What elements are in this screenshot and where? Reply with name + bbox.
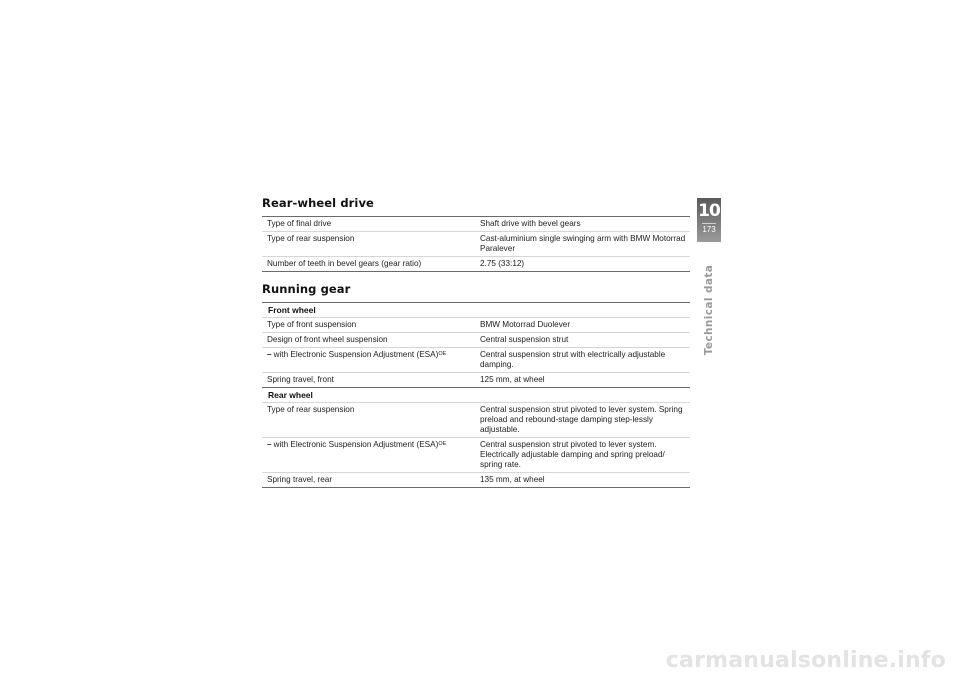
row-value: Central suspension strut pivoted to lever system. Spring preload and rebound-stage damping step-lessly adjustable. (480, 405, 683, 434)
row-label: Number of teeth in bevel gears (gear ratio) (267, 259, 422, 268)
table-row (262, 473, 690, 487)
rear-wheel-drive-table (262, 216, 690, 272)
table-row (262, 232, 690, 257)
row-value: BMW Motorrad Duolever (480, 320, 571, 329)
row-label (262, 350, 474, 370)
row-label: Spring travel, front (267, 375, 334, 384)
row-value: Central suspension strut pivoted to lever system. Electrically adjustable damping and spring preload/ spring rate. (480, 440, 665, 469)
row-label (262, 440, 474, 470)
page-number: 173 (702, 225, 716, 234)
oe-superscript: OE (438, 441, 447, 447)
row-value: 125 mm, at wheel (480, 375, 545, 384)
row-label: Design of front wheel suspension (267, 335, 388, 344)
row-value: Central suspension strut with electrically adjustable damping. (480, 350, 666, 369)
row-label: Type of rear suspension (267, 234, 355, 243)
table-row (262, 257, 690, 271)
row-value: Central suspension strut (480, 335, 569, 344)
table-row (262, 438, 690, 473)
row-value: 2.75 (33:12) (480, 259, 525, 268)
table-row (262, 373, 690, 388)
row-value: Cast-aluminium single swinging arm with BMW Motorrad Paralever (480, 234, 686, 253)
row-label: Type of rear suspension (267, 405, 355, 414)
watermark: carmanualsonline.info (665, 648, 946, 673)
row-label: Spring travel, rear (267, 475, 333, 484)
tab-divider (702, 223, 716, 224)
subheading-front-wheel: Front wheel (262, 303, 690, 318)
section-heading-running-gear: Running gear (262, 282, 351, 296)
chapter-number: 10 (698, 201, 720, 221)
running-gear-table (262, 302, 690, 488)
row-label: Type of final drive (267, 219, 332, 228)
table-row (262, 318, 690, 333)
table-row (262, 333, 690, 348)
dash-bullet: – (267, 350, 272, 359)
table-row (262, 403, 690, 438)
row-value: 135 mm, at wheel (480, 475, 545, 484)
subheading-rear-wheel: Rear wheel (262, 388, 690, 403)
row-value: Shaft drive with bevel gears (480, 219, 581, 228)
row-label-text: with Electronic Suspension Adjustment (ESA) (273, 440, 439, 449)
page-content (262, 196, 690, 488)
table-row (262, 217, 690, 232)
oe-superscript: OE (438, 351, 447, 357)
dash-bullet: – (267, 440, 272, 449)
row-label: Type of front suspension (267, 320, 357, 329)
chapter-tab (697, 198, 721, 242)
chapter-side-label-text: Technical data (703, 264, 715, 356)
section-heading-rear-wheel-drive: Rear-wheel drive (262, 196, 374, 210)
row-label-text: with Electronic Suspension Adjustment (ESA) (273, 350, 439, 359)
table-row (262, 348, 690, 373)
